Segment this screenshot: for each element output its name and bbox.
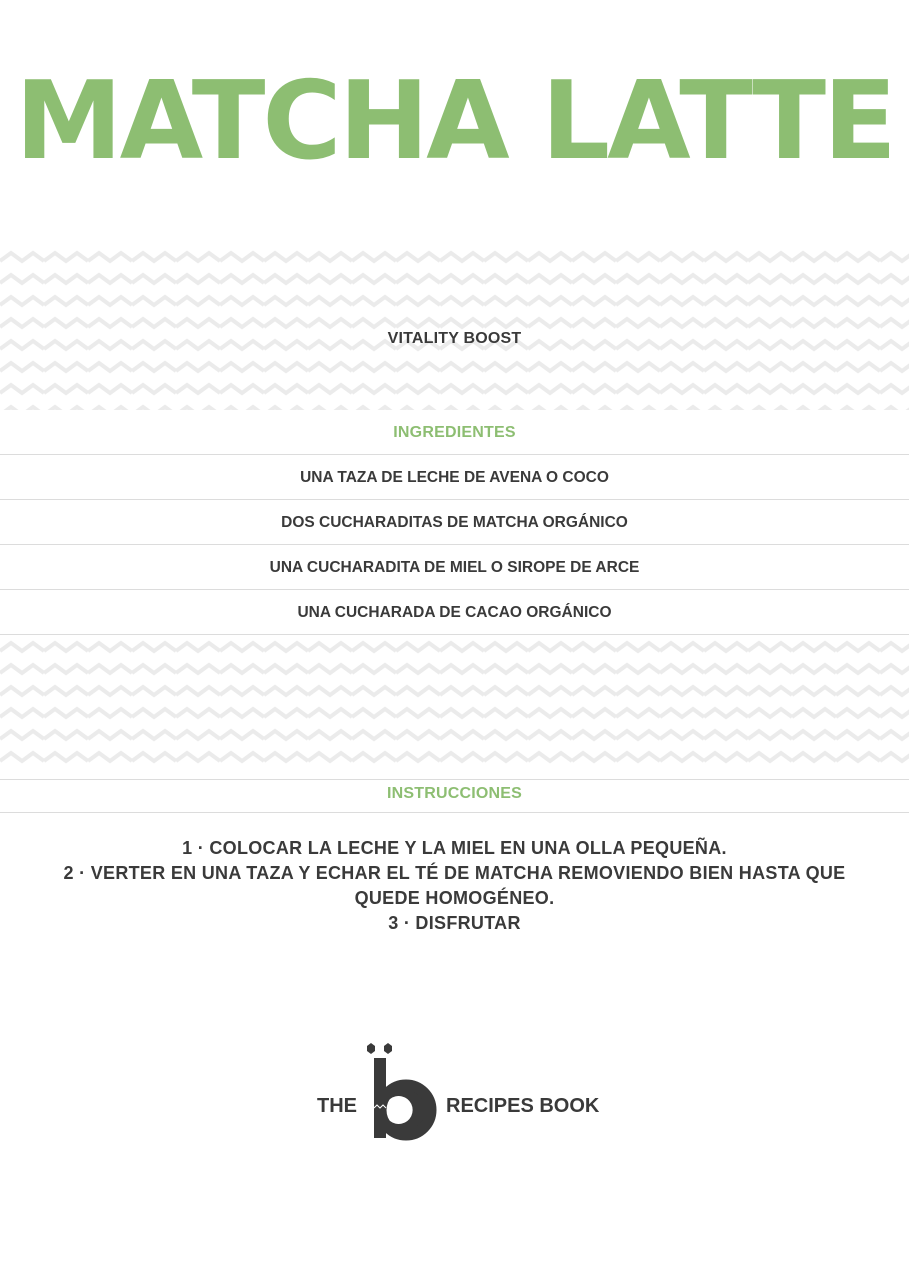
ingredient-item: UNA TAZA DE LECHE DE AVENA O COCO — [0, 455, 909, 500]
ingredients-list — [0, 455, 909, 635]
brand-text-the: THE — [317, 1095, 357, 1117]
zigzag-pattern-band-bottom — [0, 636, 909, 768]
ingredient-item: UNA CUCHARADA DE CACAO ORGÁNICO — [0, 590, 909, 635]
ingredient-item: DOS CUCHARADITAS DE MATCHA ORGÁNICO — [0, 500, 909, 545]
instructions-bottom-divider — [0, 812, 909, 813]
instructions-top-divider — [0, 779, 909, 780]
brand-text-recipes-book: RECIPES BOOK — [446, 1095, 600, 1117]
zigzag-pattern-band-top — [0, 246, 909, 410]
instructions-heading: INSTRUCCIONES — [386, 785, 523, 802]
recipe-subtitle: VITALITY BOOST — [387, 330, 522, 347]
instruction-step: 3 · DISFRUTAR — [388, 913, 521, 933]
recipe-title: MATCHA LATTE — [15, 59, 894, 184]
instructions-steps — [60, 836, 849, 936]
instruction-step: 1 · COLOCAR LA LECHE Y LA MIEL EN UNA OLLA PEQUEÑA. — [182, 838, 727, 858]
ingredient-item: UNA CUCHARADITA DE MIEL O SIROPE DE ARCE — [0, 545, 909, 590]
instruction-step: 2 · VERTER EN UNA TAZA Y ECHAR EL TÉ DE MATCHA REMOVIENDO BIEN HASTA QUE QUEDE HOMOGÉNEO. — [63, 863, 846, 908]
ingredients-heading: INGREDIENTES — [393, 424, 516, 441]
